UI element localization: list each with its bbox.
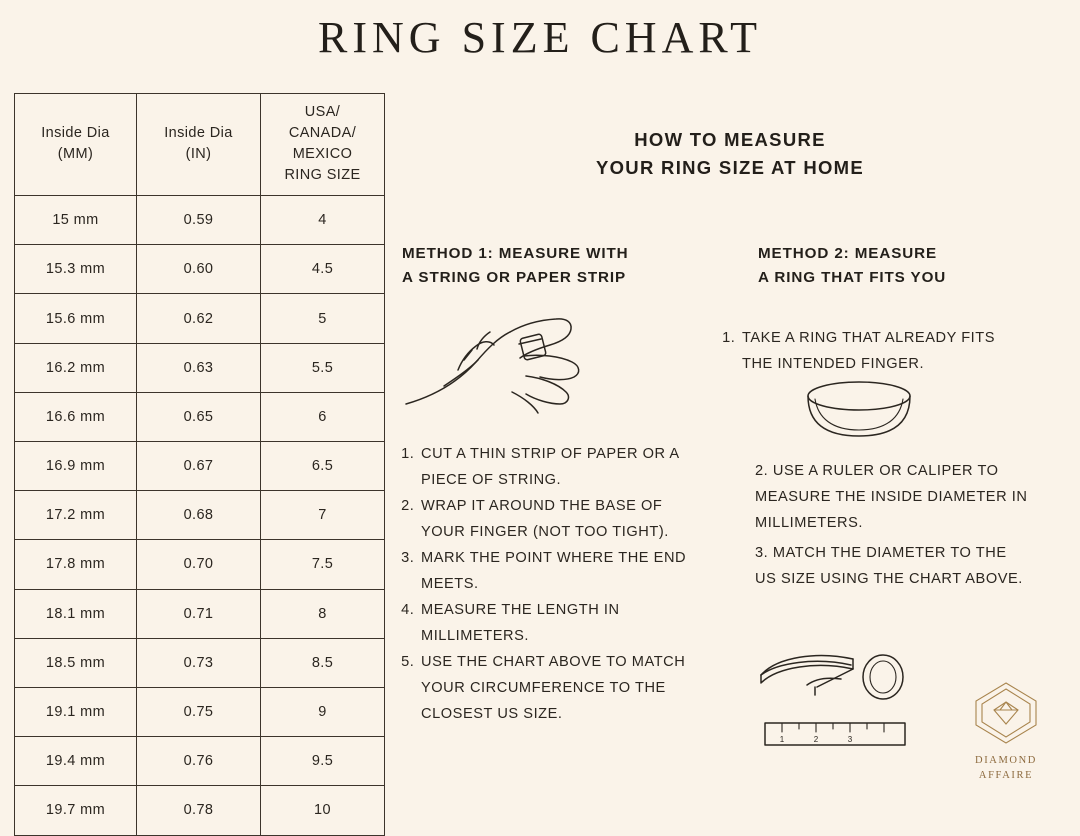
table-cell-us: 6 [261, 392, 385, 441]
method2-title-line2: A RING THAT FITS YOU [758, 268, 947, 286]
table-cell-mm: 17.8 mm [15, 540, 137, 589]
table-cell-us: 10 [261, 786, 385, 835]
table-cell-us: 6.5 [261, 442, 385, 491]
column-header-inside-dia-mm [15, 94, 137, 196]
method2-title [758, 242, 1028, 289]
table-cell-us: 5 [261, 294, 385, 343]
brand-line1: DIAMOND [975, 755, 1037, 766]
column-header-line: Inside Dia [41, 125, 110, 142]
table-cell-in: 0.62 [137, 294, 261, 343]
table-row [15, 442, 385, 491]
table-cell-mm: 18.1 mm [15, 589, 137, 638]
table-cell-mm: 16.2 mm [15, 343, 137, 392]
table-cell-us: 8.5 [261, 638, 385, 687]
table-cell-mm: 19.7 mm [15, 786, 137, 835]
table-row [15, 245, 385, 294]
method1-step: 4. MEASURE THE LENGTH IN MILLIMETERS. [419, 598, 702, 650]
table-cell-us: 4.5 [261, 245, 385, 294]
method1-steps [402, 442, 702, 728]
ring-band-icon [800, 378, 918, 455]
table-cell-in: 0.73 [137, 638, 261, 687]
table-cell-mm: 15.6 mm [15, 294, 137, 343]
table-cell-us: 9 [261, 687, 385, 736]
ring-size-table [14, 93, 385, 836]
table-cell-in: 0.59 [137, 196, 261, 245]
table-cell-mm: 17.2 mm [15, 491, 137, 540]
table-row [15, 687, 385, 736]
table-cell-us: 7.5 [261, 540, 385, 589]
table-cell-mm: 19.1 mm [15, 687, 137, 736]
table-row [15, 294, 385, 343]
method1-title-line2: A STRING OR PAPER STRIP [402, 268, 627, 286]
table-cell-us: 7 [261, 491, 385, 540]
hand-with-paper-strip-icon [400, 300, 650, 425]
table-cell-mm: 16.6 mm [15, 392, 137, 441]
page-title: RING SIZE CHART [318, 13, 762, 62]
method2-title-line1: METHOD 2: MEASURE [758, 245, 937, 262]
table-cell-us: 4 [261, 196, 385, 245]
table-cell-mm: 15 mm [15, 196, 137, 245]
method2-step3 [755, 541, 1030, 593]
table-row [15, 737, 385, 786]
column-header-line: USA/ [304, 104, 341, 120]
table-cell-in: 0.75 [137, 687, 261, 736]
brand-logo [950, 680, 1062, 783]
table-cell-in: 0.63 [137, 343, 261, 392]
table-cell-in: 0.76 [137, 737, 261, 786]
method2-step2-text: 2. USE A RULER OR CALIPER TO MEASURE THE INSIDE DIAMETER IN MILLIMETERS. [755, 463, 1028, 531]
column-header-line: (IN) [185, 146, 212, 163]
ruler-tick-label: 3 [847, 735, 853, 744]
table-row [15, 540, 385, 589]
caliper-and-ruler-icon [755, 645, 925, 770]
diamond-emblem-icon [970, 680, 1042, 746]
table-cell-in: 0.65 [137, 392, 261, 441]
method2-step1-container [723, 326, 1029, 378]
table-cell-mm: 18.5 mm [15, 638, 137, 687]
howto-heading [400, 126, 1060, 182]
column-header-line: MEXICO [292, 146, 353, 163]
method1-step: 1. CUT A THIN STRIP OF PAPER OR A PIECE OF STRING. [419, 442, 702, 494]
table-cell-in: 0.70 [137, 540, 261, 589]
column-header-us-ring-size [261, 94, 385, 196]
brand-line2: AFFAIRE [978, 770, 1034, 782]
table-cell-in: 0.71 [137, 589, 261, 638]
method2-step1: 1. TAKE A RING THAT ALREADY FITS THE INTENDED FINGER. [740, 326, 1029, 378]
method1-step: 2. WRAP IT AROUND THE BASE OF YOUR FINGER (NOT TOO TIGHT). [419, 494, 702, 546]
howto-heading-line2: YOUR RING SIZE AT HOME [595, 156, 865, 178]
ruler-tick-label: 2 [813, 735, 819, 744]
table-cell-in: 0.60 [137, 245, 261, 294]
method1-title [402, 242, 702, 289]
method1-step: 5. USE THE CHART ABOVE TO MATCH YOUR CIRCUMFERENCE TO THE CLOSEST US SIZE. [419, 650, 702, 728]
table-row [15, 786, 385, 835]
table-row [15, 196, 385, 245]
method2-step3-text: 3. MATCH THE DIAMETER TO THE US SIZE USING THE CHART ABOVE. [755, 545, 1023, 587]
method1-title-line1: METHOD 1: MEASURE WITH [402, 245, 629, 262]
ring-size-table-container [14, 93, 384, 836]
table-row [15, 343, 385, 392]
table-header-row [15, 94, 385, 196]
table-cell-mm: 15.3 mm [15, 245, 137, 294]
ruler-tick-label: 1 [779, 735, 785, 744]
method2-step2 [755, 459, 1030, 537]
table-cell-us: 9.5 [261, 737, 385, 786]
column-header-inside-dia-in [137, 94, 261, 196]
table-row [15, 589, 385, 638]
table-cell-us: 5.5 [261, 343, 385, 392]
column-header-line: Inside Dia [164, 125, 233, 142]
table-cell-mm: 19.4 mm [15, 737, 137, 786]
table-row [15, 638, 385, 687]
table-cell-in: 0.68 [137, 491, 261, 540]
column-header-line: RING SIZE [284, 167, 361, 184]
table-cell-in: 0.67 [137, 442, 261, 491]
table-row [15, 392, 385, 441]
howto-heading-line1: HOW TO MEASURE [634, 129, 826, 150]
table-row [15, 491, 385, 540]
table-cell-mm: 16.9 mm [15, 442, 137, 491]
column-header-line: CANADA/ [288, 125, 357, 142]
column-header-line: (MM) [57, 146, 94, 163]
method1-step: 3. MARK THE POINT WHERE THE END MEETS. [419, 546, 702, 598]
table-cell-in: 0.78 [137, 786, 261, 835]
table-cell-us: 8 [261, 589, 385, 638]
table-body [15, 196, 385, 835]
